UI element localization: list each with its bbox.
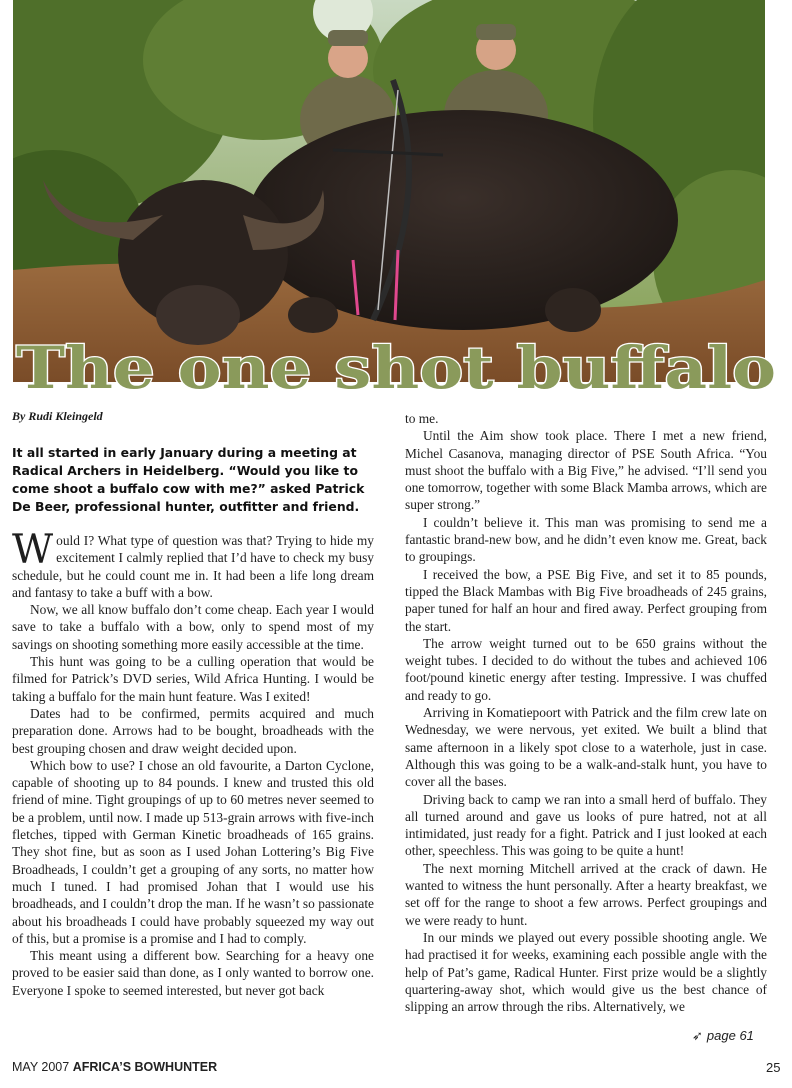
paragraph: Which bow to use? I chose an old favourite, a Darton Cyclone, capable of shooting up to 84 pounds. I knew and trusted this old friend of mine. Tight groupings of up to 60 metres never seemed to be a problem, until now. I made up 513-grain arrows with five-inch fletches, tipped with German Kinetic broadheads of 165 grains. They shot fine, but as soon as I used Johan Lottering’s Big Five Broadheads, I couldn’t get a grouping of any sorts, no matter how much I tuned. I had promised Johan that I would use his broadheads, and I couldn’t drop the man. If he wasn’t so passionate about his broadheads I could have probably squeezed my way out of this, but a promise is a promise and I had to comply. (12, 757, 374, 946)
paragraph: Arriving in Komatiepoort with Patrick and the film crew late on Wednesday, we were nervous, yet exited. We built a blind that same afternoon in a likely spot close to a waterhole, just in case. Although this was going to be a walk-and-stalk hunt, you have to cover all the bases. (405, 705, 767, 790)
paragraph: This hunt was going to be a culling operation that would be filmed for Patrick’s DVD series, Wild Africa Hunting. I would be taking a buffalo for the main hunt feature. Was I exited! (12, 654, 374, 704)
issue-date: MAY 2007 (12, 1060, 70, 1074)
paragraph: The next morning Mitchell arrived at the crack of dawn. He wanted to witness the hunt personally. After a hearty breakfast, we set off for the range to shoot a few arrows. Perfect groupings and we were ready to hunt. (405, 860, 767, 928)
paragraph: The arrow weight turned out to be 650 grains without the weight tubes. I decided to do without the tubes and achieved 106 foot/pound kinetic energy after testing. Impressive. I was chuffed and ready to go. (405, 635, 767, 703)
paragraph (12, 527, 374, 601)
byline: By Rudi Kleingeld (12, 409, 103, 423)
paragraph: Now, we all know buffalo don’t come cheap. Each year I would save to take a buffalo with a bow, only to spend most of my savings on shooting something more easily accessible at the time. (12, 602, 374, 652)
intro-paragraph: It all started in early January during a meeting at Radical Archers in Heidelberg. “Would you like to come shoot a buffalo cow with me?” asked Patrick De Beer, professional hunter, outfitter and friend. (12, 445, 365, 514)
page-number: 25 (766, 1060, 781, 1075)
paragraph: In our minds we played out every possible shooting angle. We had practised it for weeks, examining each possible angle with the help of Pat’s game, Radical Hunter. First prize would be a slightly quartering-away shot, which would give us the best chance of slipping an arrow through the ribs. Alternatively, we (405, 929, 767, 1015)
paragraph: to me. (405, 411, 439, 426)
body-column-left (12, 527, 374, 999)
paragraph: Dates had to be confirmed, permits acquired and much preparation done. Arrows had to be bought, broadheads with the best grouping chosen and draw weight decided upon. (12, 705, 374, 756)
paragraph: I couldn’t believe it. This man was promising to send me a fantastic brand-new bow, and he didn’t even know me. Great, back to groupings. (405, 514, 767, 565)
paragraph: Driving back to camp we ran into a small herd of buffalo. They all turned around and gave us looks of pure hatred, not at all intimidated, just ready for a fight. Patrick and I just looked at each other, speechless. This was going to be quite a hunt! (405, 791, 767, 859)
archer-icon: ➶ (692, 1028, 703, 1043)
paragraph: Until the Aim show took place. There I met a new friend, Michel Casanova, managing director of PSE South Africa. “You must shoot the buffalo with a Big Five,” he advised. “I’ll send you one tomorrow, together with some Black Mamba arrows, which are super strong.” (405, 428, 767, 513)
article-title-text: The one shot buffalo (16, 336, 776, 400)
continued-label: page 61 (706, 1028, 754, 1043)
article-title (6, 336, 786, 400)
footer-issue (12, 1060, 217, 1074)
paragraph-text: ould I? What type of question was that? Trying to hide my excitement I calmly replied that I’d have to check my busy schedule, but he could count me in. It had been a life long dream and fantasy to take a buff with a bow. (12, 533, 374, 600)
paragraph: This meant using a different bow. Searching for a heavy one proved to be easier said than done, as I only wanted to borrow one. Everyone I spoke to seemed interested, but never got back (12, 948, 374, 998)
body-column-right (405, 410, 767, 1015)
continued-on-link[interactable] (692, 1028, 754, 1044)
paragraph: I received the bow, a PSE Big Five, and set it to 85 pounds, tipped the Black Mambas with Big Five broadheads of 245 grains, paper tuned for half an hour and fired away. Perfect grouping from the start. (405, 566, 767, 634)
magazine-name: AFRICA’S BOWHUNTER (72, 1060, 218, 1074)
buffalo-photo (13, 0, 765, 382)
drop-cap: W (12, 527, 54, 573)
